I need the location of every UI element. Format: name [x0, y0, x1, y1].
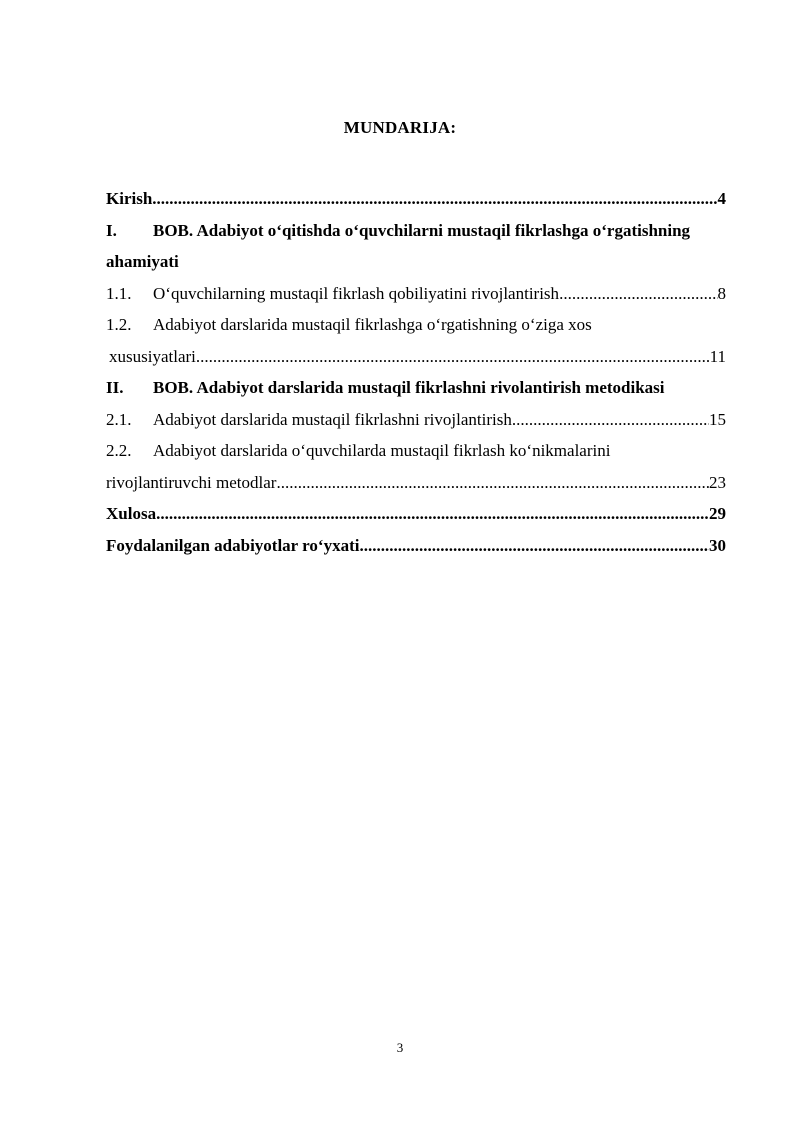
- toc-entry-number: 2.1.: [106, 409, 132, 429]
- toc-page-number: 11: [709, 346, 726, 366]
- toc-leader: [156, 498, 709, 530]
- toc-entry-number: 1.1.: [106, 283, 132, 303]
- toc-entry-1-1[interactable]: [106, 278, 726, 310]
- page-title: MUNDARIJA:: [343, 118, 457, 137]
- toc-leader: [152, 183, 717, 215]
- toc-entry-text: Adabiyot darslarida mustaqil fikrlashga o‘rgatishning o‘ziga xos: [153, 315, 592, 334]
- toc-entry-text: Adabiyot darslarida o‘quvchilarda mustaqil fikrlash ko‘nikmalarini: [153, 441, 611, 460]
- toc-entry-number: 1.2.: [106, 315, 132, 334]
- toc-entry-chapter-1[interactable]: [106, 215, 726, 247]
- toc-entry-text: Adabiyot darslarida mustaqil fikrlashni rivojlantirish: [153, 409, 512, 429]
- toc-entry-chapter-2[interactable]: [106, 372, 726, 404]
- toc-entry-text: BOB. Adabiyot o‘qitishda o‘quvchilarni mustaqil fikrlashga o‘rgatishning: [153, 220, 691, 240]
- toc-leader: [512, 404, 709, 436]
- toc-entry-chapter-1-cont[interactable]: [106, 246, 726, 278]
- toc-leader: [276, 467, 709, 499]
- toc-entry-number: I.: [106, 220, 117, 240]
- toc-page-number: 30: [709, 535, 726, 555]
- page-number: 3: [396, 1040, 404, 1055]
- toc-page-number: 29: [709, 504, 726, 523]
- toc-entry-text: xususiyatlari: [109, 346, 196, 366]
- toc-page-number: 23: [709, 472, 726, 492]
- toc-entry-2-1[interactable]: [106, 404, 726, 436]
- toc-leader: [196, 341, 710, 373]
- toc-entry-number: 2.2.: [106, 441, 132, 460]
- toc-page-number: 8: [717, 283, 726, 303]
- toc-page-number: 15: [709, 409, 726, 429]
- toc-leader: [359, 530, 709, 562]
- toc-entry-text: rivojlantiruvchi metodlar: [106, 472, 277, 492]
- toc-entry-2-2[interactable]: [106, 435, 726, 467]
- toc-entry-text: Kirish: [106, 189, 153, 208]
- toc-entry-number: II.: [106, 378, 124, 397]
- toc-entry-text: Foydalanilgan adabiyotlar ro‘yxati: [106, 535, 360, 555]
- toc-entry-text: ahamiyati: [106, 252, 179, 271]
- table-of-contents: [106, 183, 726, 561]
- toc-entry-text: Xulosa: [106, 504, 157, 523]
- toc-entry-1-2-cont[interactable]: [106, 341, 726, 373]
- toc-entry-xulosa[interactable]: [106, 498, 726, 530]
- toc-entry-references[interactable]: [106, 530, 726, 562]
- toc-entry-2-2-cont[interactable]: [106, 467, 726, 499]
- toc-entry-1-2[interactable]: [106, 309, 726, 341]
- toc-entry-kirish[interactable]: [106, 183, 726, 215]
- toc-entry-text: O‘quvchilarning mustaqil fikrlash qobiliyatini rivojlantirish: [153, 283, 560, 303]
- toc-leader: [559, 278, 717, 310]
- toc-page-number: 4: [717, 189, 726, 208]
- toc-entry-text: BOB. Adabiyot darslarida mustaqil fikrlashni rivolantirish metodikasi: [153, 378, 665, 397]
